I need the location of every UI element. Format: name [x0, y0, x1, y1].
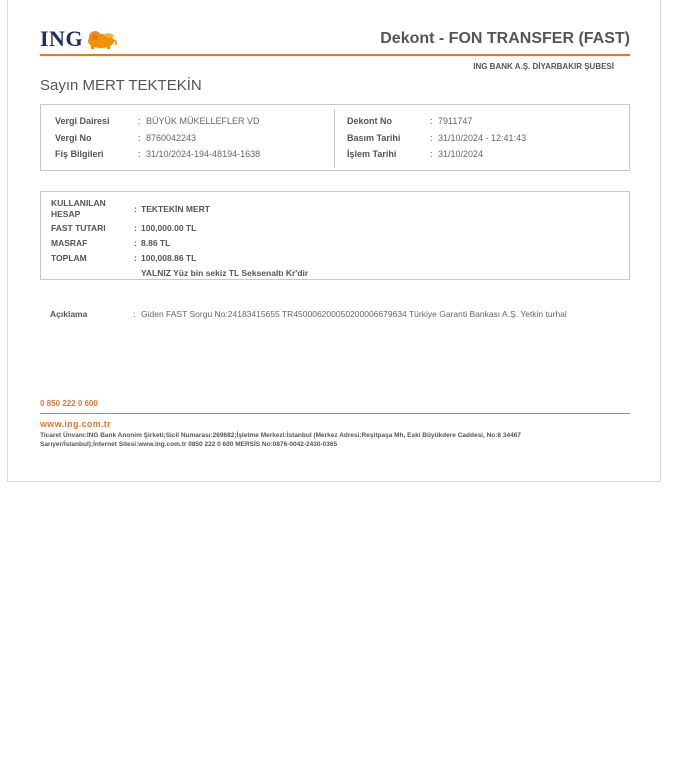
total-in-words: YALNIZ Yüz bin sekiz TL Seksenaltı Kr'dir [141, 268, 309, 278]
separator: : [138, 116, 141, 126]
tax-office-label: Vergi Dairesi [55, 116, 110, 126]
tax-office-value: BÜYÜK MÜKELLEFLER VD [146, 116, 260, 126]
account-label-line2: HESAP [51, 209, 81, 219]
separator: : [134, 238, 137, 248]
document-title: Dekont - FON TRANSFER (FAST) [380, 30, 630, 47]
separator: : [138, 149, 141, 159]
header-divider [40, 54, 630, 56]
description-label: Açıklama [50, 309, 88, 319]
tax-number-row [55, 133, 196, 143]
fee-label: MASRAF [51, 238, 88, 248]
contact-phone: 0 850 222 0 600 [40, 399, 98, 408]
logo-text: ING [40, 26, 84, 51]
ing-logo [40, 26, 117, 52]
fee-value: 8.86 TL [141, 238, 171, 248]
separator: : [430, 133, 433, 143]
total-value: 100,008.86 TL [141, 253, 197, 263]
print-date-row [347, 133, 526, 143]
customer-greeting: Sayın MERT TEKTEKİN [40, 77, 202, 94]
legal-footer-line1: Ticaret Ünvanı:ING Bank Anonim Şirketi;Sicil Numarası:269682;İşletme Merkezi:İstanbul (Merkez Adresi:Reşitpaşa Mh, Eski Büyükdere Caddesi, No:8 34467 [40, 432, 521, 439]
tax-number-value: 8760042243 [146, 133, 197, 143]
info-box [40, 104, 630, 171]
separator: : [430, 149, 433, 159]
amount-label: FAST TUTARI [51, 223, 106, 233]
tax-number-label: Vergi No [55, 133, 92, 143]
slip-info-row [55, 149, 260, 159]
separator: : [430, 116, 433, 126]
footer-divider [40, 413, 630, 414]
receipt-header [40, 26, 630, 56]
description-value: Giden FAST Sorgu No:24183415655 TR450006200050200006679634 Türkiye Garanti Bankası A.Ş. Yetkin turhal [141, 309, 567, 319]
legal-footer [40, 431, 630, 449]
separator: : [134, 204, 137, 214]
transaction-date-label: İşlem Tarihi [347, 149, 397, 159]
branch-name: ING BANK A.Ş. DİYARBAKIR ŞUBESİ [473, 62, 614, 71]
separator: : [134, 223, 137, 233]
total-label: TOPLAM [51, 253, 87, 263]
transaction-date-row [347, 149, 483, 159]
amount-value: 100,000.00 TL [141, 223, 197, 233]
website-link[interactable]: www.ing.com.tr [40, 419, 111, 429]
legal-footer-line2: Sarıyer/İstanbul);İnternet Sitesi:www.ing.com.tr 0850 222 0 600 MERSİS No:0876-0042-2430-0365 [40, 441, 338, 448]
info-box-divider [334, 109, 335, 168]
tax-office-row [55, 116, 260, 126]
separator: : [133, 309, 136, 319]
account-value: TEKTEKİN MERT [141, 204, 210, 214]
receipt-number-row [347, 116, 472, 126]
account-label-line1: KULLANILAN [51, 198, 106, 208]
receipt-number-label: Dekont No [347, 116, 392, 126]
transaction-date-value: 31/10/2024 [438, 149, 484, 159]
separator: : [138, 133, 141, 143]
receipt-page [7, 0, 661, 482]
slip-info-label: Fiş Bilgileri [55, 149, 104, 159]
print-date-label: Basım Tarihi [347, 133, 401, 143]
lion-icon [87, 29, 117, 49]
separator: : [134, 253, 137, 263]
slip-info-value: 31/10/2024-194-48194-1638 [146, 149, 261, 159]
receipt-number-value: 7911747 [438, 116, 473, 126]
transaction-box [40, 191, 630, 280]
print-date-value: 31/10/2024 - 12:41:43 [438, 133, 527, 143]
